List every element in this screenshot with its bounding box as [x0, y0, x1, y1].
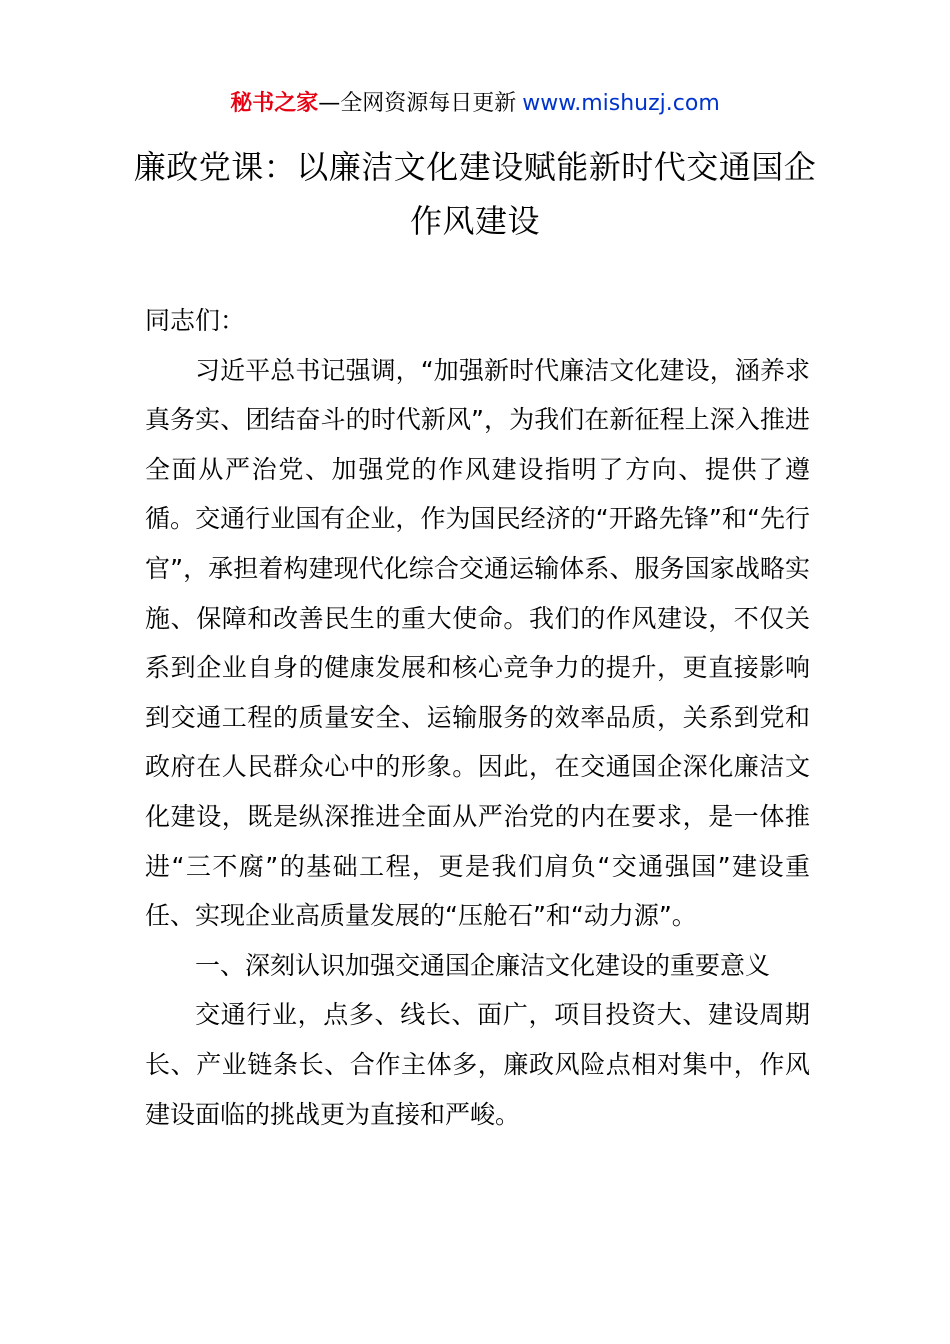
header-dash: — — [318, 91, 341, 116]
site-header — [0, 86, 950, 122]
section-heading-1: 一、深刻认识加强交通国企廉洁文化建设的重要意义 — [195, 950, 771, 980]
document-title: 廉政党课：以廉洁文化建设赋能新时代交通国企作风建设 — [133, 148, 817, 240]
paragraph-section-1: 交通行业，点多、线长、面广，项目投资大、建设周期长、产业链条长、合作主体多，廉政风险点相对集中，作风建设面临的挑战更为直接和严峻。 — [145, 1000, 810, 1129]
paragraph-intro: 习近平总书记强调，“加强新时代廉洁文化建设，涵养求真务实、团结奋斗的时代新风”，为我们在新征程上深入推进全面从严治党、加强党的作风建设指明了方向、提供了遵循。交通行业国有企业，作为国民经济的“开路先锋”和“先行官”，承担着构建现代化综合交通运输体系、服务国家战略实施、保障和改善民生的重大使命。我们的作风建设，不仅关系到企业自身的健康发展和核心竞争力的提升，更直接影响到交通工程的质量安全、运输服务的效率品质，关系到党和政府在人民群众心中的形象。因此，在交通国企深化廉洁文化建设，既是纵深推进全面从严治党的内在要求，是一体推进“三不腐”的基础工程，更是我们肩负“交通强国”建设重任、实现企业高质量发展的“压舱石”和“动力源”。 — [145, 355, 810, 931]
salutation: 同志们： — [145, 306, 246, 335]
document-body — [145, 296, 810, 1139]
header-url-link[interactable]: www.mishuzj.com — [522, 91, 720, 116]
header-tagline: 全网资源每日更新 — [340, 91, 517, 116]
brand-name: 秘书之家 — [230, 91, 319, 116]
